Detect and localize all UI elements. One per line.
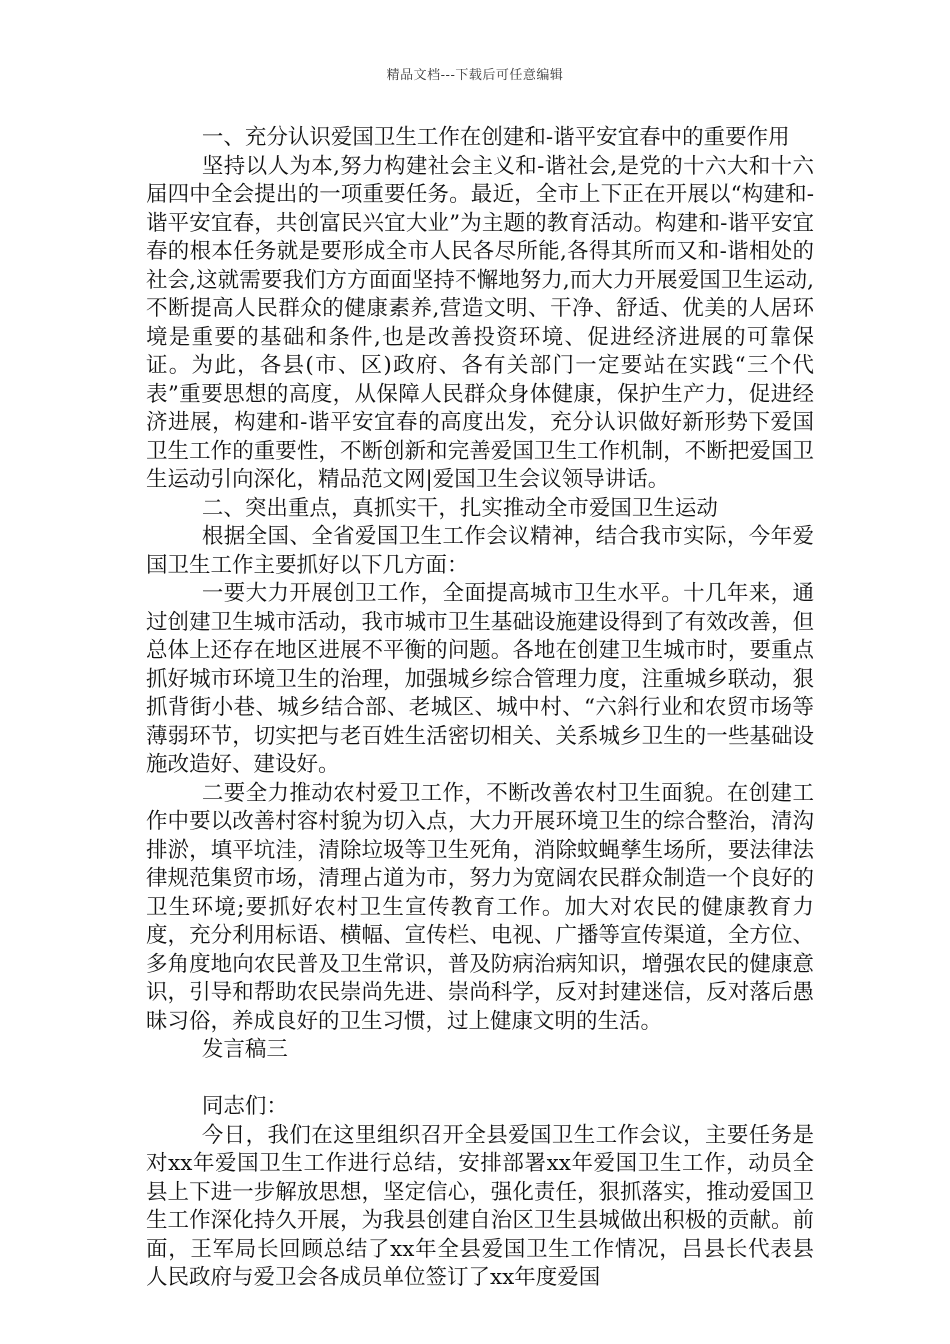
salutation: 同志们： bbox=[201, 1094, 288, 1119]
document-body bbox=[146, 124, 814, 1293]
body-paragraph: 二要全力推动农村爱卫工作，不断改善农村卫生面貌。在创建工作中要以改善村容村貌为切入点，大力开展环境卫生的综合整治，清沟排淤，填平坑洼，清除垃圾等卫生死角，消除蚊蝇孳生场所，要法律法律规范集贸市场，清理占道为市，努力为宽阔农民群众制造一个良好的卫生环境;要抓好农村卫生宣传教育工作。加大对农民的健康教育力度，充分利用标语、横幅、宣传栏、电视、广播等宣传渠道，全方位、多角度地向农民普及卫生常识，普及防病治病知识，增强农民的健康意识，引导和帮助农民崇尚先进、崇尚科学，反对封建迷信，反对落后愚昧习俗，养成良好的卫生习惯，过上健康文明的生活。 bbox=[146, 780, 814, 1034]
page-header: 精品文档---下载后可任意编辑 bbox=[386, 68, 564, 83]
section-heading-1: 一、充分认识爱国卫生工作在创建和-谐平安宜春中的重要作用 bbox=[201, 125, 790, 150]
blank-line bbox=[146, 1065, 814, 1094]
body-paragraph: 今日，我们在这里组织召开全县爱国卫生工作会议，主要任务是对xx年爱国卫生工作进行总结，安排部署xx年爱国卫生工作，动员全县上下进一步解放思想，坚定信心，强化责任，狠抓落实，推动爱国卫生工作深化持久开展，为我县创建自治区卫生县城做出积极的贡献。前面，王军局长回顾总结了xx年全县爱国卫生工作情况，吕县长代表县人民政府与爱卫会各成员单位签订了xx年度爱国 bbox=[146, 1122, 814, 1290]
section-heading-2: 二、突出重点，真抓实干，扎实推动全市爱国卫生运动 bbox=[201, 495, 718, 521]
body-paragraph: 根据全国、全省爱国卫生工作会议精神，结合我市实际，今年爱国卫生工作主要抓好以下几方面： bbox=[146, 524, 814, 578]
body-paragraph: 一要大力开展创卫工作，全面提高城市卫生水平。十几年来，通过创建卫生城市活动，我市城市卫生基础设施建设得到了有效改善，但总体上还存在地区进展不平衡的问题。各地在创建卫生城市时，要重点抓好城市环境卫生的治理，加强城乡综合管理力度，注重城乡联动，狠抓背街小巷、城乡结合部、老城区、城中村、“六斜行业和农贸市场等薄弱环节，切实把与老百姓生活密切相关、关系城乡卫生的一些基础设施改造好、建设好。 bbox=[146, 581, 814, 777]
speech-title: 发言稿三 bbox=[201, 1037, 288, 1062]
body-paragraph: 坚持以人为本,努力构建社会主义和-谐社会,是党的十六大和十六届四中全会提出的一项重要任务。最近，全市上下正在开展以“构建和-谐平安宜春，共创富民兴宜大业”为主题的教育活动。构建和-谐平安宜春的根本任务就是要形成全市人民各尽所能,各得其所而又和-谐相处的社会,这就需要我们方方面面坚持不懈地努力,而大力开展爱国卫生运动,不断提高人民群众的健康素养,营造文明、干净、舒适、优美的人居环境是重要的基础和条件,也是改善投资环境、促进经济进展的可靠保证。为此，各县(市、区)政府、各有关部门一定要站在实践“三个代表”重要思想的高度，从保障人民群众身体健康，保护生产力，促进经济进展，构建和-谐平安宜春的高度出发，充分认识做好新形势下爱国卫生工作的重要性，不断创新和完善爱国卫生工作机制，不断把爱国卫生运动引向深化，精品范文网|爱国卫生会议领导讲话。 bbox=[146, 153, 814, 492]
